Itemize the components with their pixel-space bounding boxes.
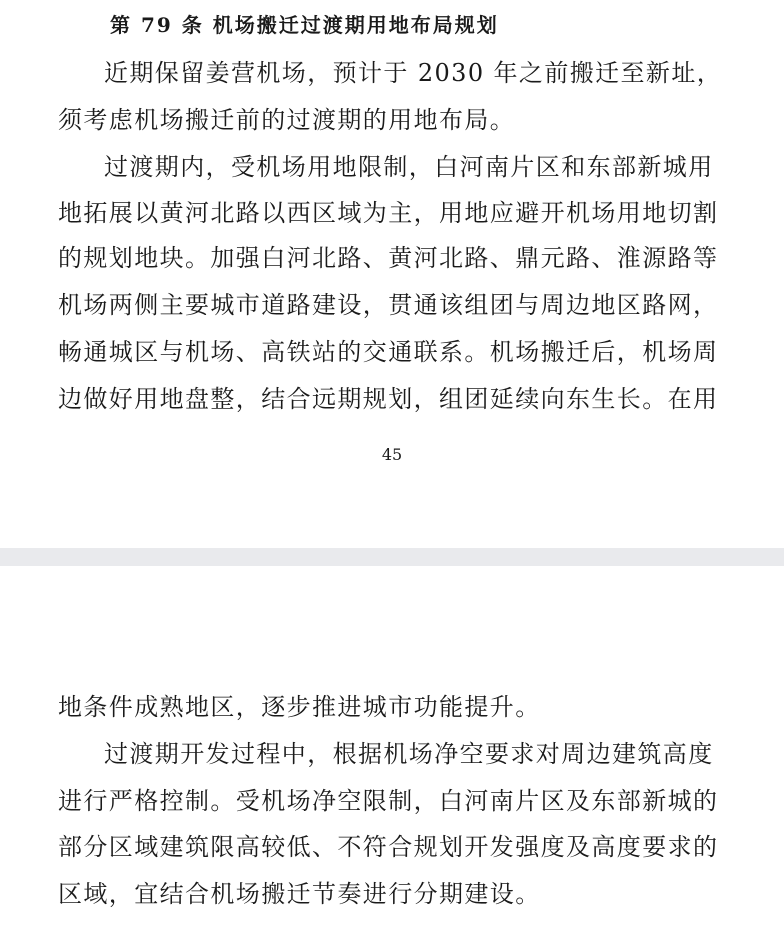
document-page-46 — [0, 566, 784, 934]
paragraph-line: 区域，宜结合机场搬迁节奏进行分期建设。 — [58, 880, 541, 908]
page-number: 45 — [381, 445, 403, 464]
paragraph-line: 畅通城区与机场、高铁站的交通联系。机场搬迁后，机场周 — [58, 338, 719, 366]
paragraph-line: 地条件成熟地区，逐步推进城市功能提升。 — [58, 693, 541, 721]
paragraph-line: 边做好用地盘整，结合远期规划，组团延续向东生长。在用 — [58, 385, 719, 413]
article-heading: 第 79 条 机场搬迁过渡期用地布局规划 — [110, 13, 499, 37]
paragraph-line: 地拓展以黄河北路以西区域为主，用地应避开机场用地切割 — [58, 199, 719, 227]
paragraph-line: 的规划地块。加强白河北路、黄河北路、鼎元路、淮源路等 — [58, 244, 719, 272]
paragraph-line: 进行严格控制。受机场净空限制，白河南片区及东部新城的 — [58, 787, 719, 815]
paragraph-line: 过渡期开发过程中，根据机场净空要求对周边建筑高度 — [104, 740, 714, 768]
paragraph-line: 须考虑机场搬迁前的过渡期的用地布局。 — [58, 106, 516, 134]
paragraph-line: 部分区域建筑限高较低、不符合规划开发强度及高度要求的 — [58, 833, 719, 861]
paragraph-line: 近期保留姜营机场，预计于 2030 年之前搬迁至新址， — [104, 59, 723, 87]
paragraph-line: 机场两侧主要城市道路建设，贯通该组团与周边地区路网， — [58, 291, 719, 319]
paragraph-line: 过渡期内，受机场用地限制，白河南片区和东部新城用 — [104, 153, 714, 181]
